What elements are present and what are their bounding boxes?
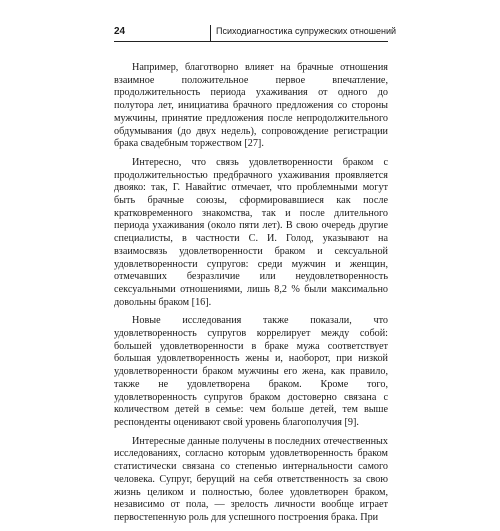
page-number: 24 xyxy=(114,26,126,37)
paragraph-1: Например, благотворно влияет на брачные отношения взаимное положительное первое впечатление, продолжительность периода ухаживания от одного до полутора лет, инициатива брачного предложения со стороны мужчины, принятие предложения после непродолжительного обдумывания (до двух недель), сопровождение регистрации брака свадебным торжеством [27]. xyxy=(114,62,388,150)
header-divider xyxy=(210,25,211,41)
body-text xyxy=(114,62,388,531)
paragraph-4: Интересные данные получены в последних отечественных исследованиях, согласно которым удовлетворенность браком статистически связана со степенью интернальности самого человека. Супруг, берущий на себя ответственность за свою жизнь целиком и полностью, более удовлетворен браком, независимо от пола, — зрелость личности вообще играет первостепенную роль для успешного построения брака. При xyxy=(114,435,388,523)
paragraph-2: Интересно, что связь удовлетворенности браком с продолжительностью предбрачного ухаживания проявляется двояко: так, Г. Навайтис отмечает, что проблемными могут быть брачные союзы, сформировавшиеся как после кратковременного знакомства, так и после длительного периода ухаживания (около пяти лет). В свою очередь другие специалисты, в частности С. И. Голод, указывают на взаимосвязь удовлетворенности браком и сексуальной удовлетворенности супругов: среди мужчин и женщин, отмечавших безразличие или неудовлетворенность сексуальными отношениями, лишь 8,2 % были максимально довольны браком [16]. xyxy=(114,156,388,308)
paragraph-3: Новые исследования также показали, что удовлетворенность супругов коррелирует между собой: большей удовлетворенности в браке мужа соответствует большая удовлетворенность жены и, наоборот, при низкой удовлетворенности браком мужчины его жена, как правило, также не удовлетворена браком. Кроме того, удовлетворенность супругов браком достоверно связана с количеством детей в семье: чем больше детей, тем выше респонденты оценивают свой уровень благополучия [9]. xyxy=(114,315,388,428)
running-title: Психодиагностика супружеских отношений xyxy=(216,26,397,36)
running-header xyxy=(114,25,397,42)
